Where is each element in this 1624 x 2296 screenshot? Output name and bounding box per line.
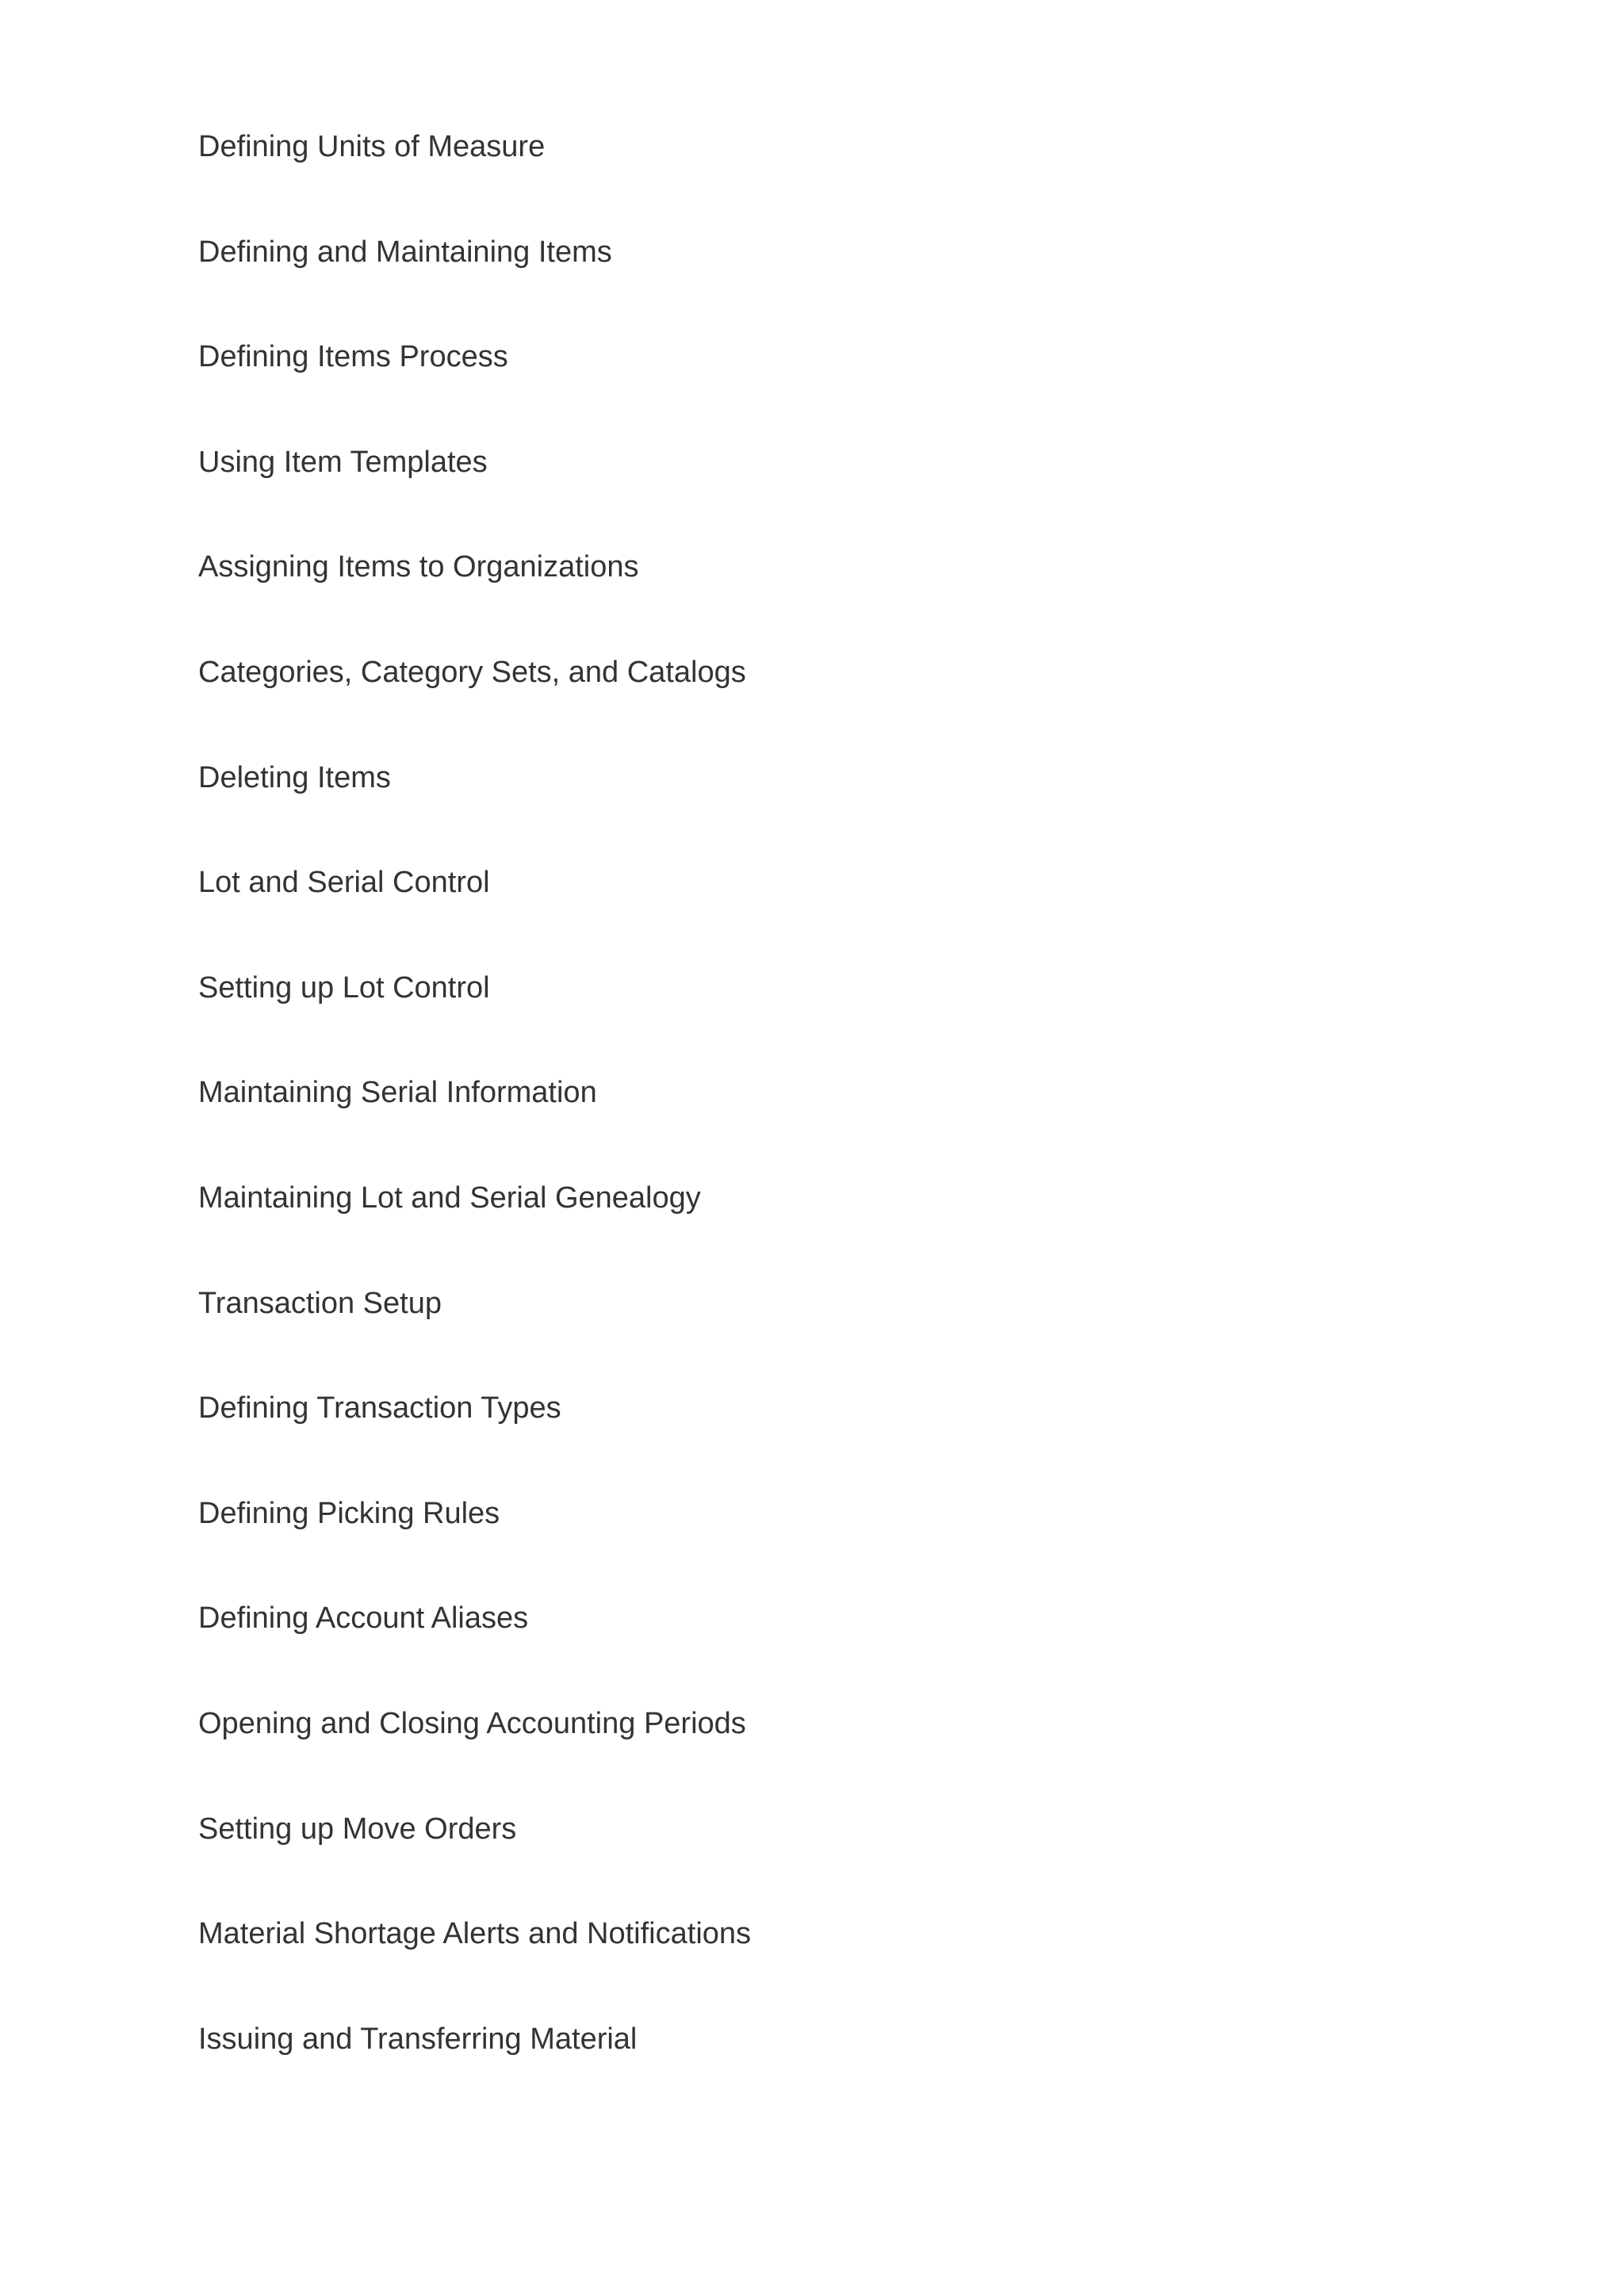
topic-item: Defining Account Aliases bbox=[198, 1601, 529, 1636]
topic-item: Material Shortage Alerts and Notifications bbox=[198, 1917, 752, 1951]
topic-item: Assigning Items to Organizations bbox=[198, 550, 639, 584]
topic-item: Issuing and Transferring Material bbox=[198, 2022, 638, 2056]
topic-item: Categories, Category Sets, and Catalogs bbox=[198, 655, 746, 689]
topic-item: Lot and Serial Control bbox=[198, 866, 490, 900]
topic-item: Transaction Setup bbox=[198, 1286, 442, 1320]
topic-item: Defining Items Process bbox=[198, 340, 508, 374]
topic-item: Opening and Closing Accounting Periods bbox=[198, 1706, 746, 1740]
topic-item: Defining Units of Measure bbox=[198, 130, 546, 163]
topic-item: Setting up Lot Control bbox=[198, 970, 490, 1004]
topic-item: Maintaining Serial Information bbox=[198, 1076, 597, 1110]
topic-item: Defining and Maintaining Items bbox=[198, 235, 612, 269]
topic-item: Defining Picking Rules bbox=[198, 1496, 500, 1530]
topic-list bbox=[198, 127, 1388, 2124]
topic-item: Maintaining Lot and Serial Genealogy bbox=[198, 1181, 701, 1215]
topic-item: Deleting Items bbox=[198, 760, 391, 794]
topic-item: Defining Transaction Types bbox=[198, 1391, 561, 1425]
topic-item: Setting up Move Orders bbox=[198, 1812, 517, 1846]
topic-item: Using Item Templates bbox=[198, 445, 488, 479]
